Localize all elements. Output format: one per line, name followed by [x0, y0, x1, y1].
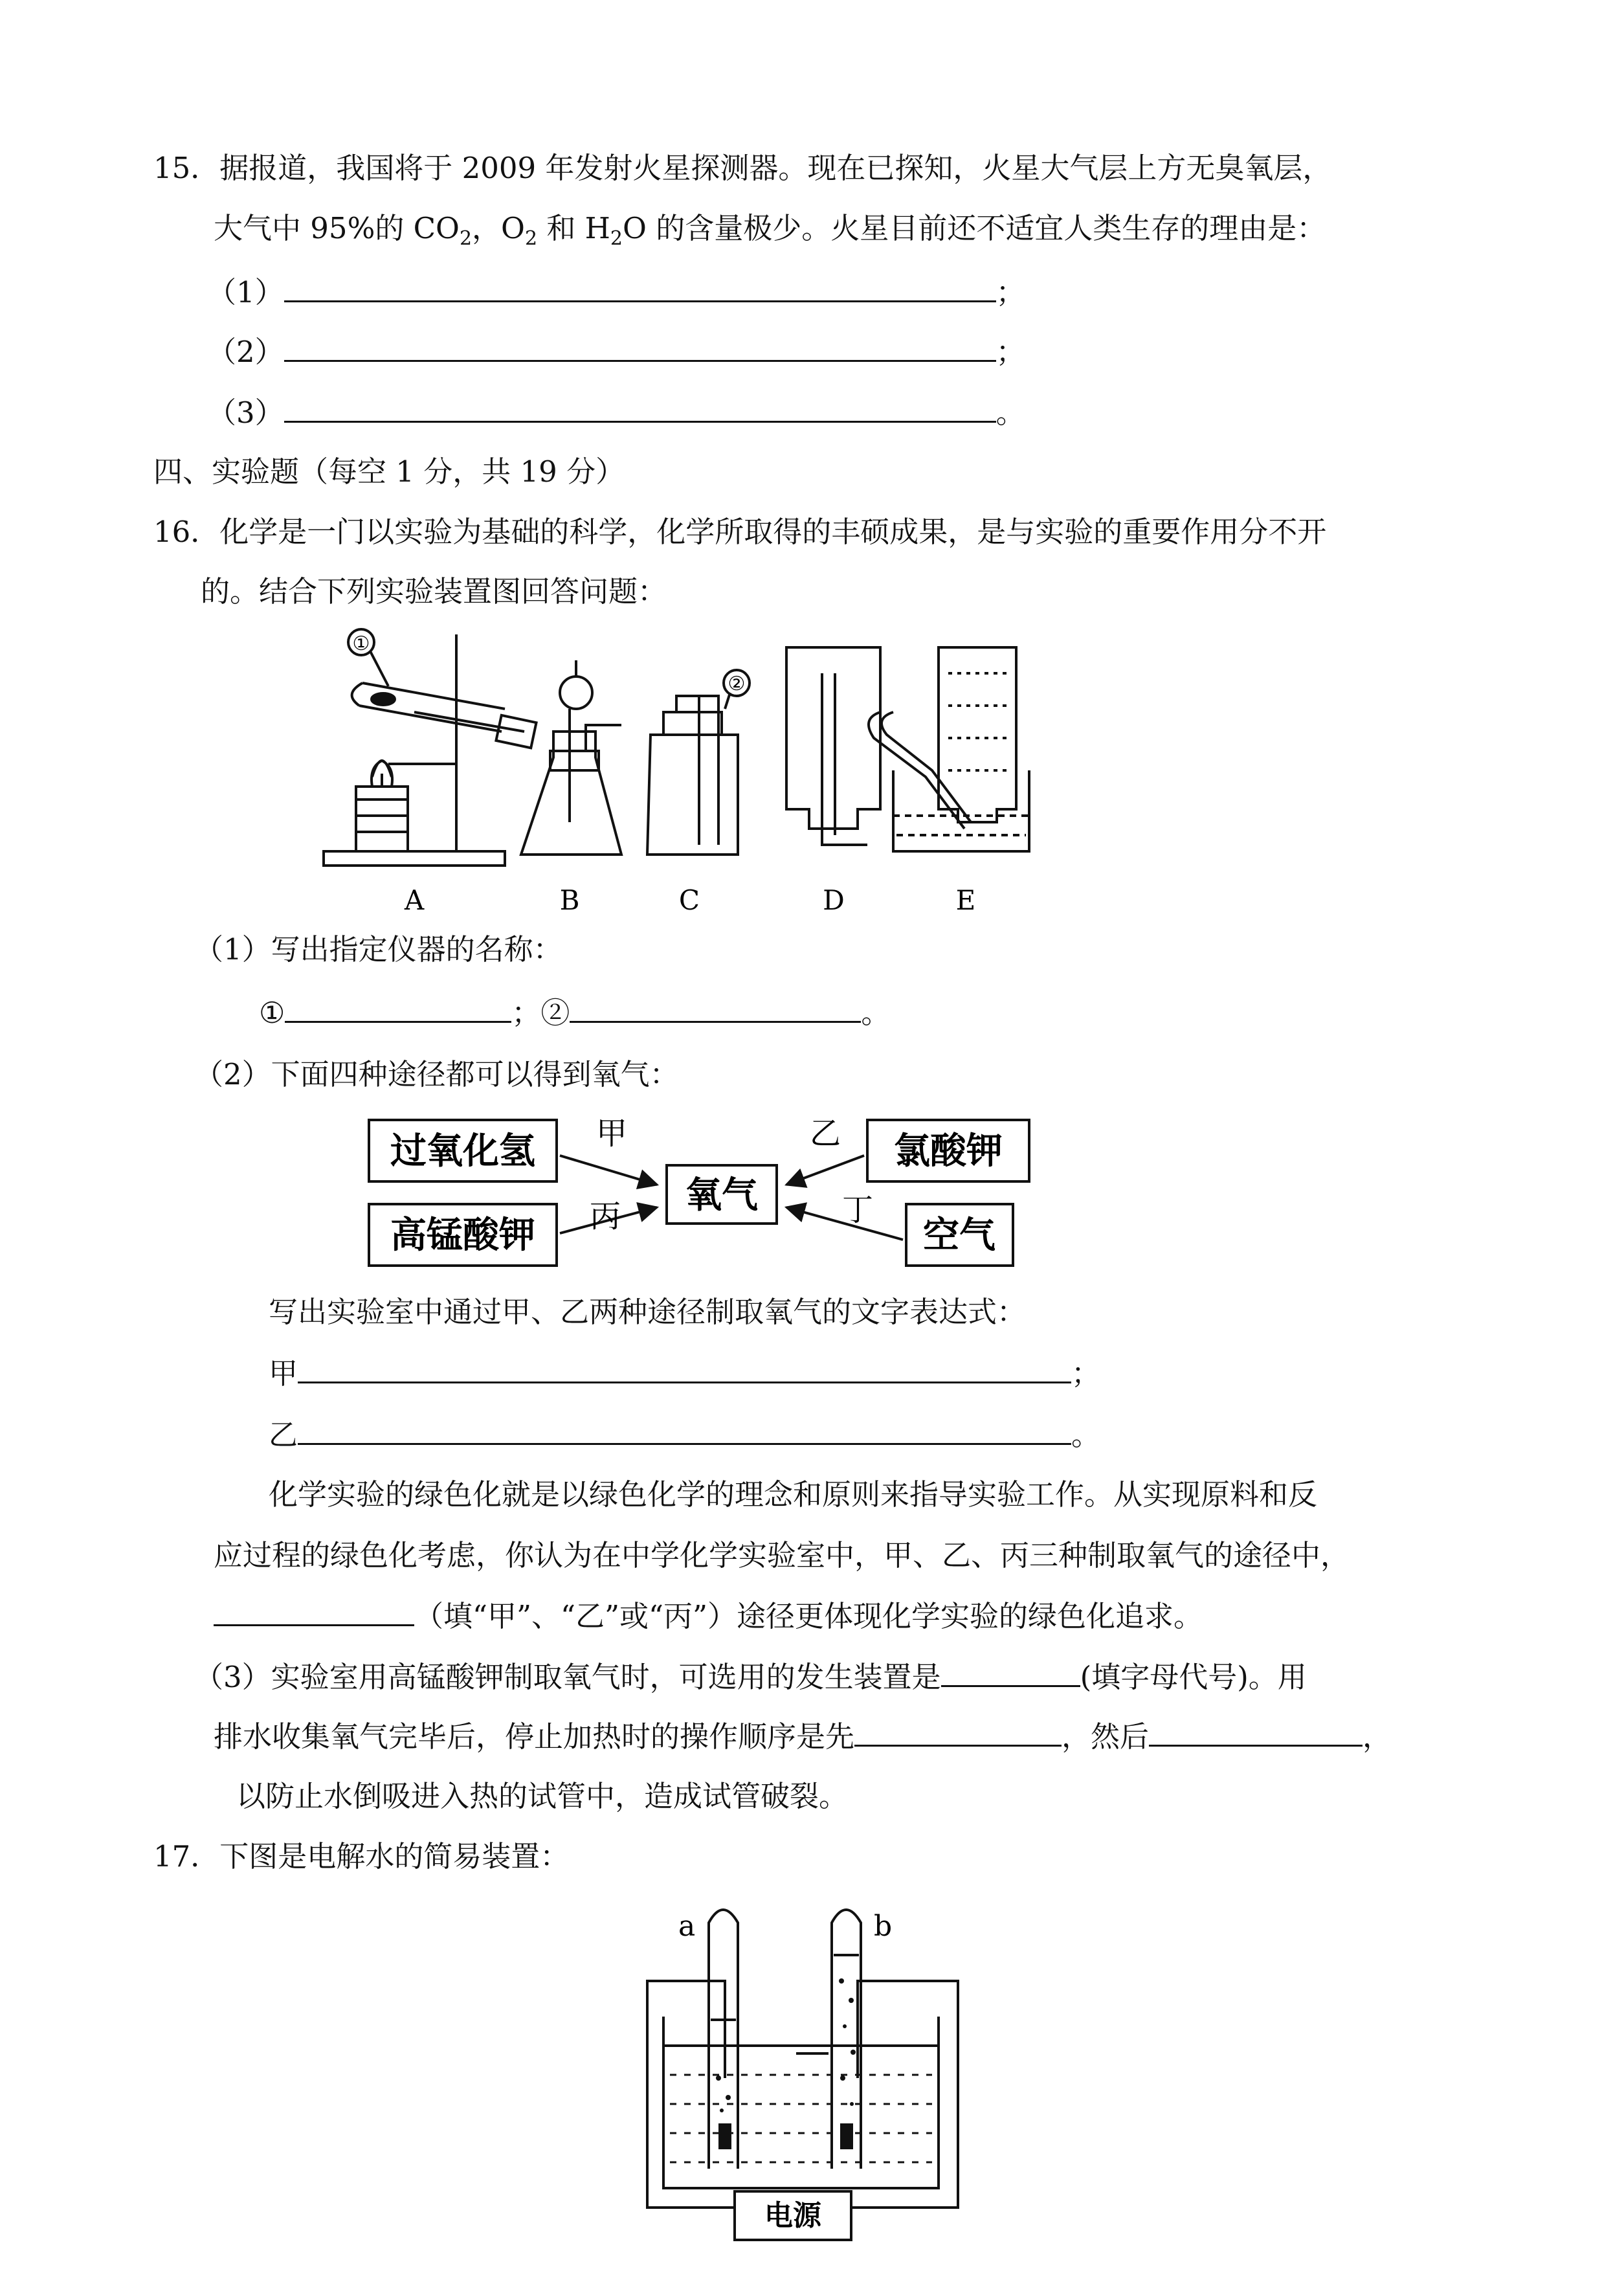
- green-blank[interactable]: [214, 1596, 414, 1626]
- circle-2: ②: [540, 996, 570, 1030]
- yi-label: 乙: [269, 1418, 298, 1452]
- separator: ；: [511, 996, 541, 1030]
- q16-yi-answer: [269, 1415, 1100, 1455]
- q17-line1: 17．下图是电解水的简易装置：: [153, 1839, 570, 1874]
- device-blank[interactable]: [941, 1657, 1080, 1687]
- jia-blank[interactable]: [298, 1353, 1071, 1383]
- q15-text-c: 和 H: [537, 211, 610, 245]
- scheme-kclo3: 氯酸钾: [894, 1130, 1003, 1172]
- q15-answer-3: [207, 392, 1025, 432]
- q16-part3-line2: [214, 1716, 1392, 1756]
- apparatus-figure: [311, 621, 1049, 919]
- route-bing: 丙: [589, 1198, 621, 1235]
- answer-punct: 。: [996, 396, 1025, 430]
- q15-text-a: 大气中 95%的 CO: [214, 211, 460, 245]
- apparatus-e: [869, 647, 1029, 851]
- p3-text-c: 排水收集氧气完毕后，停止加热时的操作顺序是先: [214, 1719, 855, 1754]
- q16-part3-line3: 以防止水倒吸进入热的试管中，造成试管破裂。: [236, 1779, 849, 1813]
- q16-part1-answers: [259, 992, 890, 1033]
- electrode-a: [718, 2123, 731, 2149]
- answer-label: （3）: [207, 396, 284, 430]
- green-line3: [214, 1596, 1203, 1636]
- green-text: （填“甲”、“乙”或“丙”）途径更体现化学实验的绿色化追求。: [414, 1599, 1203, 1633]
- answer-label: （1）: [207, 275, 284, 309]
- label-a: a: [678, 1910, 696, 1943]
- q15-answer-1: [207, 272, 1025, 312]
- apparatus-a: [324, 629, 537, 866]
- h2o-subscript: 2: [610, 227, 623, 250]
- electrode-b: [840, 2123, 853, 2149]
- q16-part2-prompt: 写出实验室中通过甲、乙两种途径制取氧气的文字表达式：: [269, 1295, 1027, 1329]
- q15-line1: 15．据报道，我国将于 2009 年发射火星探测器。现在已探知，火星大气层上方无臭氧层，: [153, 151, 1332, 185]
- apparatus-d: [786, 647, 880, 845]
- marker-1: ①: [352, 632, 370, 655]
- green-line1: 化学实验的绿色化就是以绿色化学的理念和原则来指导实验工作。从实现原料和反: [269, 1477, 1318, 1512]
- answer-punct: ；: [996, 335, 1025, 369]
- route-jia: 甲: [595, 1115, 628, 1152]
- q16-jia-answer: [269, 1353, 1100, 1393]
- power-label: 电源: [764, 2199, 821, 2232]
- section-4-title: 四、实验题（每空 1 分，共 19 分）: [153, 454, 625, 489]
- q16-line1: 16．化学是一门以实验为基础的科学，化学所取得的丰硕成果，是与实验的重要作用分不开: [153, 515, 1327, 549]
- yi-blank[interactable]: [298, 1415, 1071, 1445]
- q15-text-b: ，O: [472, 211, 525, 245]
- answer-blank[interactable]: [284, 392, 996, 423]
- q15-line2: [214, 209, 1326, 248]
- label-c: C: [678, 884, 700, 916]
- scheme-o2: 氧气: [685, 1174, 758, 1216]
- q16-part1-title: （1）写出指定仪器的名称：: [194, 932, 562, 967]
- q15-text-d: O 的含量极少。火星目前还不适宜人类生存的理由是：: [623, 211, 1326, 245]
- first-step-blank[interactable]: [854, 1716, 1062, 1747]
- co2-subscript: 2: [459, 227, 473, 250]
- apparatus-c: [647, 670, 750, 855]
- then-step-blank[interactable]: [1149, 1716, 1363, 1747]
- oxygen-scheme: [362, 1110, 1036, 1279]
- q16-part2-title: （2）下面四种途径都可以得到氧气：: [194, 1057, 679, 1091]
- answer-blank-2[interactable]: [570, 992, 861, 1023]
- q16-part3-line1: [194, 1657, 1307, 1697]
- label-b: b: [874, 1910, 893, 1943]
- circle-1: ①: [259, 996, 285, 1030]
- q15-answer-2: [207, 331, 1025, 372]
- q16-line2: 的。结合下列实验装置图回答问题：: [201, 574, 667, 609]
- label-a: A: [404, 884, 425, 916]
- jia-label: 甲: [269, 1356, 298, 1391]
- label-e: E: [955, 884, 976, 916]
- label-b: B: [559, 884, 580, 916]
- p3-text-e: ，: [1363, 1719, 1392, 1754]
- scheme-h2o2: 过氧化氢: [390, 1130, 535, 1172]
- answer-punct: ；: [996, 275, 1025, 309]
- p3-text-a: （3）实验室用高锰酸钾制取氧气时，可选用的发生装置是: [194, 1660, 941, 1694]
- p3-text-d: ，然后: [1062, 1719, 1150, 1754]
- answer-blank[interactable]: [284, 331, 996, 362]
- scheme-air: 空气: [923, 1214, 996, 1257]
- green-line2: 应过程的绿色化考虑，你认为在中学化学实验室中，甲、乙、丙三种制取氧气的途径中，: [214, 1538, 1350, 1572]
- end-punct: 。: [861, 996, 891, 1030]
- answer-blank[interactable]: [284, 272, 996, 302]
- route-yi: 乙: [809, 1115, 841, 1152]
- p3-text-b: (填字母代号)。用: [1080, 1660, 1307, 1694]
- label-d: D: [823, 884, 845, 916]
- end-punct: 。: [1071, 1418, 1101, 1452]
- marker-2: ②: [728, 673, 746, 695]
- scheme-kmno4: 高锰酸钾: [390, 1214, 535, 1257]
- o2-subscript: 2: [524, 227, 538, 250]
- electrolysis-figure: [634, 1884, 971, 2246]
- route-ding: 丁: [841, 1192, 874, 1228]
- answer-blank-1[interactable]: [285, 992, 511, 1023]
- end-punct: ；: [1071, 1356, 1101, 1391]
- answer-label: （2）: [207, 335, 284, 369]
- apparatus-b: [521, 660, 621, 855]
